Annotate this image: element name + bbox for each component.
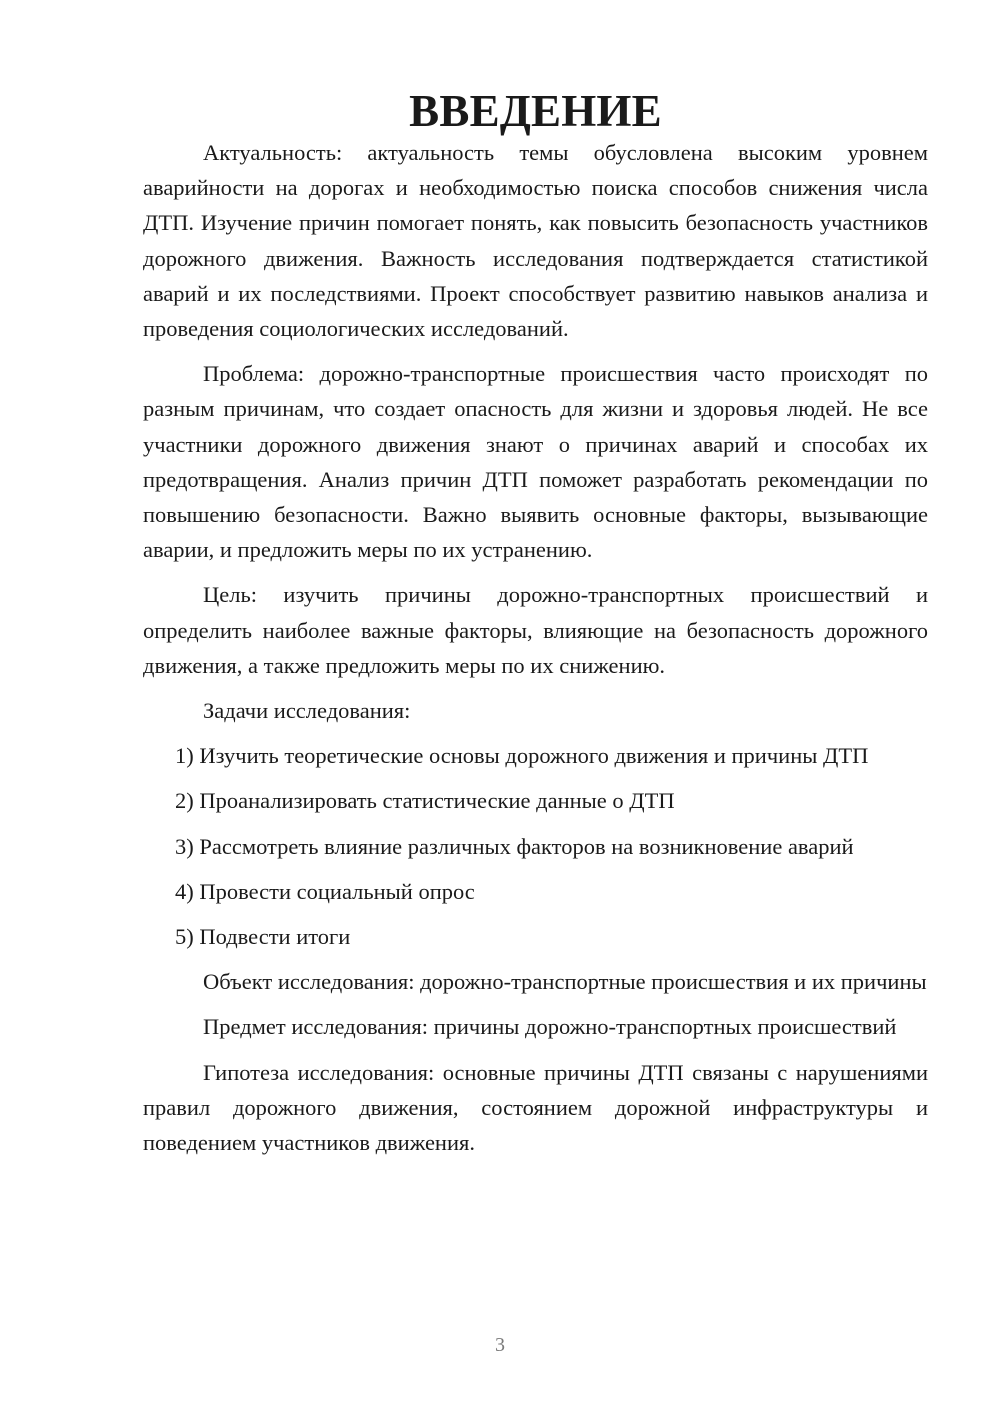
subject-paragraph: Предмет исследования: причины дорожно-транспортных происшествий [203, 1014, 897, 1040]
goal-paragraph: Цель: изучить причины дорожно-транспортных происшествий и определить наиболее важные факторы, влияющие на безопасность дорожного движения, а также предложить меры по их снижению. [143, 582, 928, 678]
task-item-5: 5) Подвести итоги [175, 924, 351, 950]
hypothesis-paragraph: Гипотеза исследования: основные причины ДТП связаны с нарушениями правил дорожного движения, состоянием дорожной инфраструктуры и поведением участников движения. [143, 1059, 928, 1156]
section-heading: ВВЕДЕНИЕ [409, 86, 662, 136]
relevance-paragraph: Актуальность: актуальность темы обусловлена высоким уровнем аварийности на дорогах и необходимостью поиска способов снижения числа ДТП. Изучение причин помогает понять, как повысить безопасность участников дорожного движения. Важность исследования подтверждается статистикой аварий и их последствиями. Проект способствует развитию навыков анализа и проведения социологических исследований. [143, 140, 928, 342]
tasks-intro: Задачи исследования: [203, 698, 411, 724]
object-paragraph: Объект исследования: дорожно-транспортные происшествия и их причины [203, 969, 927, 995]
problem-paragraph: Проблема: дорожно-транспортные происшествия часто происходят по разным причинам, что создает опасность для жизни и здоровья людей. Не все участники дорожного движения знают о причинах аварий и способах их предотвращения. Анализ причин ДТП поможет разработать рекомендации по повышению безопасности. Важно выявить основные факторы, вызывающие аварии, и предложить меры по их устранению. [143, 361, 928, 563]
page-content [143, 86, 928, 1170]
task-item-1: 1) Изучить теоретические основы дорожного движения и причины ДТП [175, 743, 869, 769]
task-item-4: 4) Провести социальный опрос [175, 878, 475, 904]
task-item-3: 3) Рассмотреть влияние различных факторов на возникновение аварий [175, 833, 854, 859]
task-item-2: 2) Проанализировать статистические данные о ДТП [175, 788, 675, 814]
page-number: 3 [495, 1334, 505, 1356]
tasks-list [143, 738, 928, 954]
